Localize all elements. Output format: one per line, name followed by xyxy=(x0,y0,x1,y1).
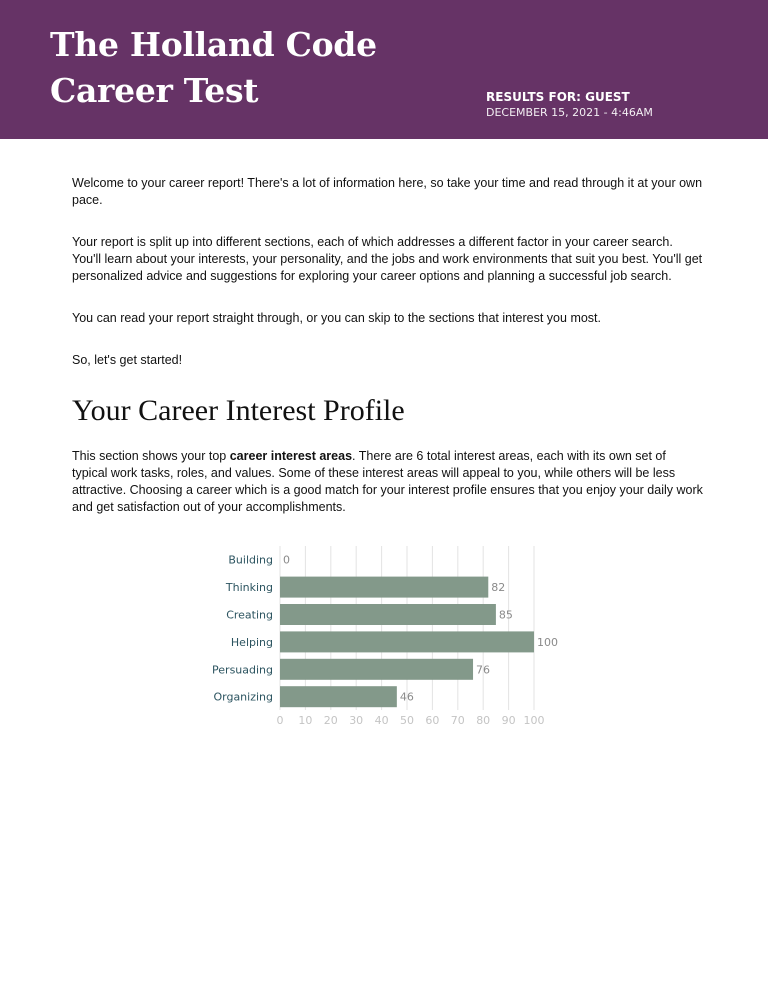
value-label: 0 xyxy=(283,553,290,567)
category-label: Persuading xyxy=(212,663,273,677)
x-tick-label: 10 xyxy=(298,714,313,727)
x-tick-label: 80 xyxy=(476,714,491,727)
x-tick-label: 20 xyxy=(323,714,338,727)
x-tick-label: 50 xyxy=(400,714,414,727)
x-tick-label: 70 xyxy=(450,714,465,727)
category-label: Creating xyxy=(226,608,273,622)
x-tick-label: 90 xyxy=(501,714,516,727)
x-tick-label: 0 xyxy=(276,714,284,727)
intro-paragraph-1: Welcome to your career report! There's a lot of information here, so take your time and read through it at your own pace. xyxy=(72,176,703,207)
section-description-bold: career interest areas xyxy=(229,449,353,463)
bar-persuading xyxy=(280,659,473,680)
category-label: Building xyxy=(228,553,273,567)
x-tick-label: 100 xyxy=(523,714,545,727)
title-line-1: The Holland Code xyxy=(50,25,377,64)
category-label: Helping xyxy=(230,635,273,649)
bar-organizing xyxy=(280,686,397,707)
value-label: 100 xyxy=(537,635,558,649)
section-description-end: . There are 6 total interest areas, each with its own set of typical work tasks, roles, and values. Some of these interest areas will appeal to you, while others will be less attractive. Choosing a career which is a good match for your interest profile ensures that you enjoy your daily work and get satisfaction out of your accomplishments. xyxy=(72,449,703,514)
bar-thinking xyxy=(280,577,488,598)
title-line-2: Career Test xyxy=(50,71,259,110)
intro-paragraph-4: So, let's get started! xyxy=(72,353,183,367)
intro-paragraph-2: Your report is split up into different sections, each of which addresses a different factor in your career search. You'll learn about your interests, your personality, and the jobs and work environments that suit you best. You'll get personalized advice and suggestions for exploring your career options and planning a successful job search. xyxy=(72,235,703,283)
category-label: Thinking xyxy=(225,581,273,595)
bar-helping xyxy=(280,631,534,652)
value-label: 85 xyxy=(498,608,513,622)
section-heading: Your Career Interest Profile xyxy=(72,394,405,427)
intro-paragraph-3: You can read your report straight through, or you can skip to the sections that interest you most. xyxy=(72,311,601,325)
bar-creating xyxy=(280,604,496,625)
category-label: Organizing xyxy=(213,690,273,704)
value-label: 46 xyxy=(399,690,414,704)
chart-gridlines xyxy=(280,546,534,710)
value-label: 82 xyxy=(491,581,506,595)
x-tick-label: 60 xyxy=(425,714,440,727)
x-tick-label: 30 xyxy=(349,714,364,727)
results-date: DECEMBER 15, 2021 - 4:46AM xyxy=(486,106,653,119)
value-label: 76 xyxy=(476,663,491,677)
results-for-label: RESULTS FOR: GUEST xyxy=(486,90,630,104)
section-description-start: This section shows your top xyxy=(72,449,230,463)
x-tick-label: 40 xyxy=(374,714,389,727)
